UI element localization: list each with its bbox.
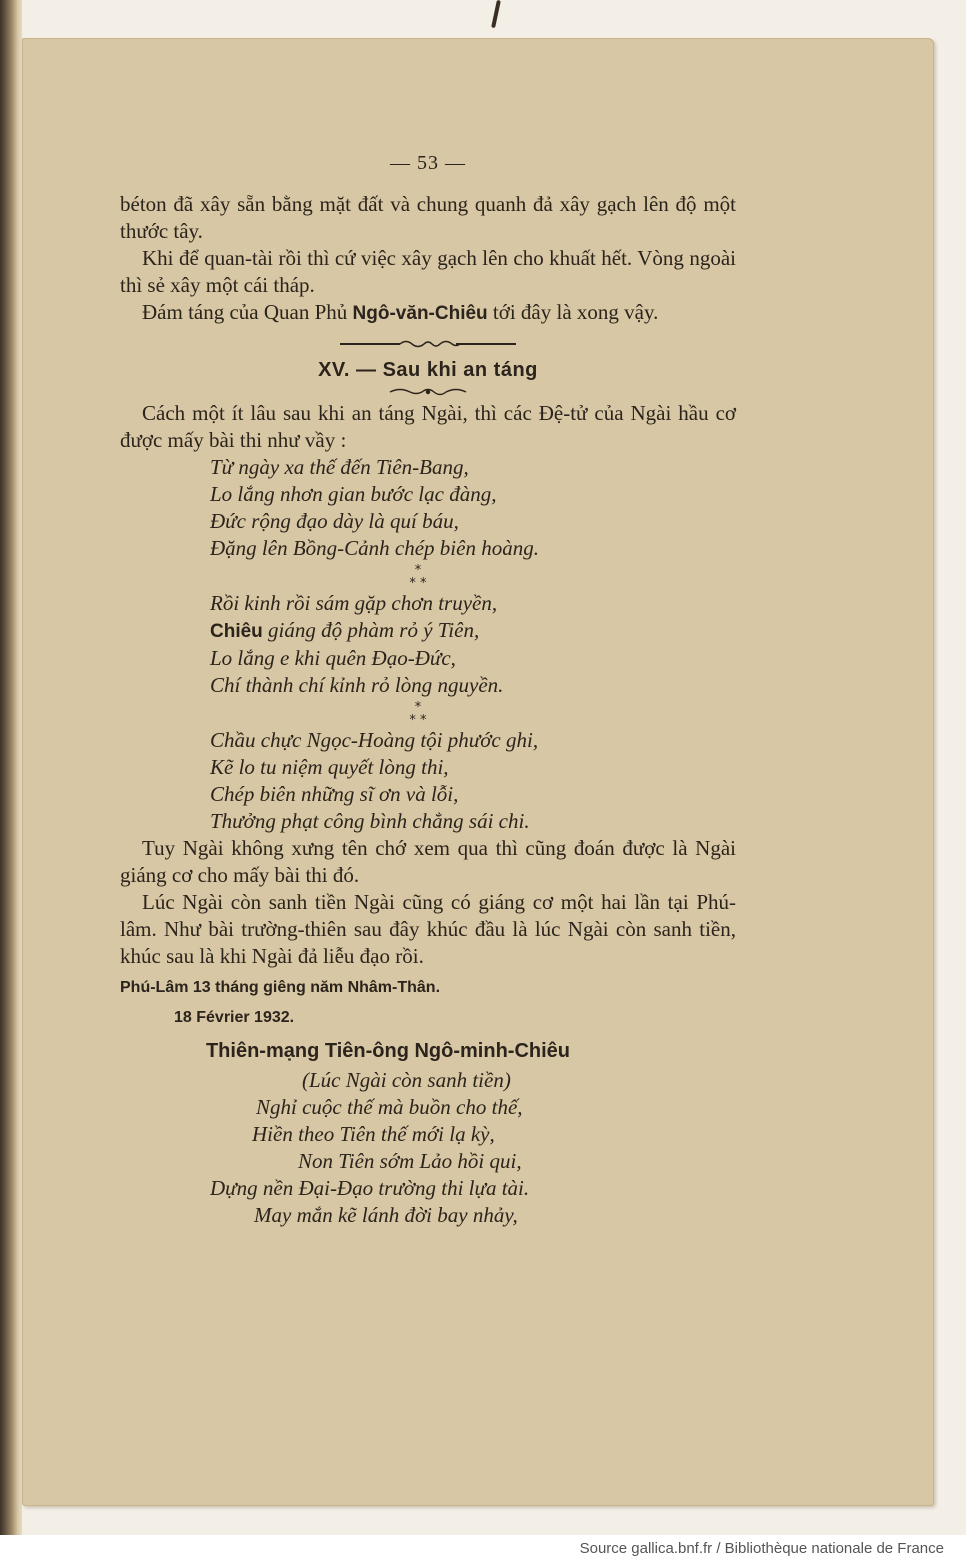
poem-subtitle: (Lúc Ngài còn sanh tiền) [302,1068,511,1092]
dateline-date: 18 Février 1932. [174,1009,295,1026]
page-number: — 53 — [390,152,466,174]
stanza-1-line: Đức rộng đạo dày là quí báu, [210,509,459,533]
small-ornament-icon [388,386,468,398]
asterism-divider-2: * * * [409,700,427,728]
poem-line: Hiền theo Tiên thế mới lạ kỳ, [252,1122,495,1146]
asterism-divider-1: * * * [409,563,427,591]
stanza-2-line: Rồi kinh rồi sám gặp chơn truyền, [210,591,498,615]
paragraph-3-start: Đám táng của Quan Phủ [142,300,353,324]
poem-line: Non Tiên sớm Lảo hồi qui, [298,1149,522,1173]
poem-title: Thiên-mạng Tiên-ông Ngô-minh-Chiêu [205,1040,571,1062]
stanza-2-line: Chí thành chí kỉnh rỏ lòng nguyền. [210,673,504,697]
paragraph-5: Tuy Ngài không xưng tên chớ xem qua thì cũng đoán được là Ngài giáng cơ cho mấy bài thi đó. [120,836,736,887]
stanza-3-line: Thưởng phạt công bình chẳng sái chi. [210,809,530,833]
poem-stanza-1 [120,454,736,562]
stanza-1-line: Từ ngày xa thế đến Tiên-Bang, [210,455,469,479]
poem-line: Dựng nền Đại-Đạo trường thi lựa tài. [210,1176,530,1200]
stanza-3-line: Chầu chực Ngọc-Hoàng tội phước ghi, [210,728,539,752]
poem-stanza-2 [120,590,736,699]
stanza-2-line: Lo lắng e khi quên Đạo-Đức, [210,646,456,670]
book-binding-edge [0,0,22,1535]
name-ngo-van-chieu: Ngô-văn-Chiêu [352,303,488,324]
dateline-place: Phú-Lâm 13 tháng giêng năm Nhâm-Thân. [120,979,441,996]
name-chieu: Chiêu [210,621,263,642]
stanza-2-line [210,617,736,645]
paragraph-1: béton đã xây sẵn bằng mặt đất và chung quanh đả xây gạch lên độ một thước tây. [120,192,736,243]
decorative-rule-icon [340,337,516,351]
stanza-1-line: Lo lắng nhơn gian bước lạc đàng, [210,482,497,506]
source-attribution: Source gallica.bnf.fr / Bibliothèque nationale de France [579,1540,944,1557]
stanza-3-line: Kẽ lo tu niệm quyết lòng thi, [210,755,449,779]
poem-line: May mắn kẽ lánh đời bay nhảy, [254,1203,518,1227]
page-content [120,150,736,1229]
paragraph-3 [120,299,736,327]
poem-line: Nghỉ cuộc thế mà buồn cho thế, [256,1095,523,1119]
paragraph-4: Cách một ít lâu sau khi an táng Ngài, thì các Đệ-tử của Ngài hầu cơ được mấy bài thi như vầy : [120,401,736,452]
stanza-2-line-rest: giáng độ phàm rỏ ý Tiên, [262,618,480,642]
poem-stanza-3 [120,727,736,835]
poem-body [120,1067,736,1229]
paragraph-3-end: tới đây là xong vậy. [487,300,659,324]
stanza-3-line: Chép biên những sĩ ơn và lỗi, [210,782,459,806]
paragraph-6: Lúc Ngài còn sanh tiền Ngài cũng có giáng cơ một hai lần tại Phú-lâm. Như bài trường-thiên sau đây khúc đầu là lúc Ngài còn sanh tiền, khúc sau là khi Ngài đả liễu đạo rồi. [120,890,736,968]
paragraph-2: Khi để quan-tài rồi thì cứ việc xây gạch lên cho khuất hết. Vòng ngoài thì sẻ xây một cái tháp. [120,246,736,297]
section-heading: XV. — Sau khi an táng [318,359,538,381]
stanza-1-line: Đặng lên Bồng-Cảnh chép biên hoàng. [210,536,539,560]
